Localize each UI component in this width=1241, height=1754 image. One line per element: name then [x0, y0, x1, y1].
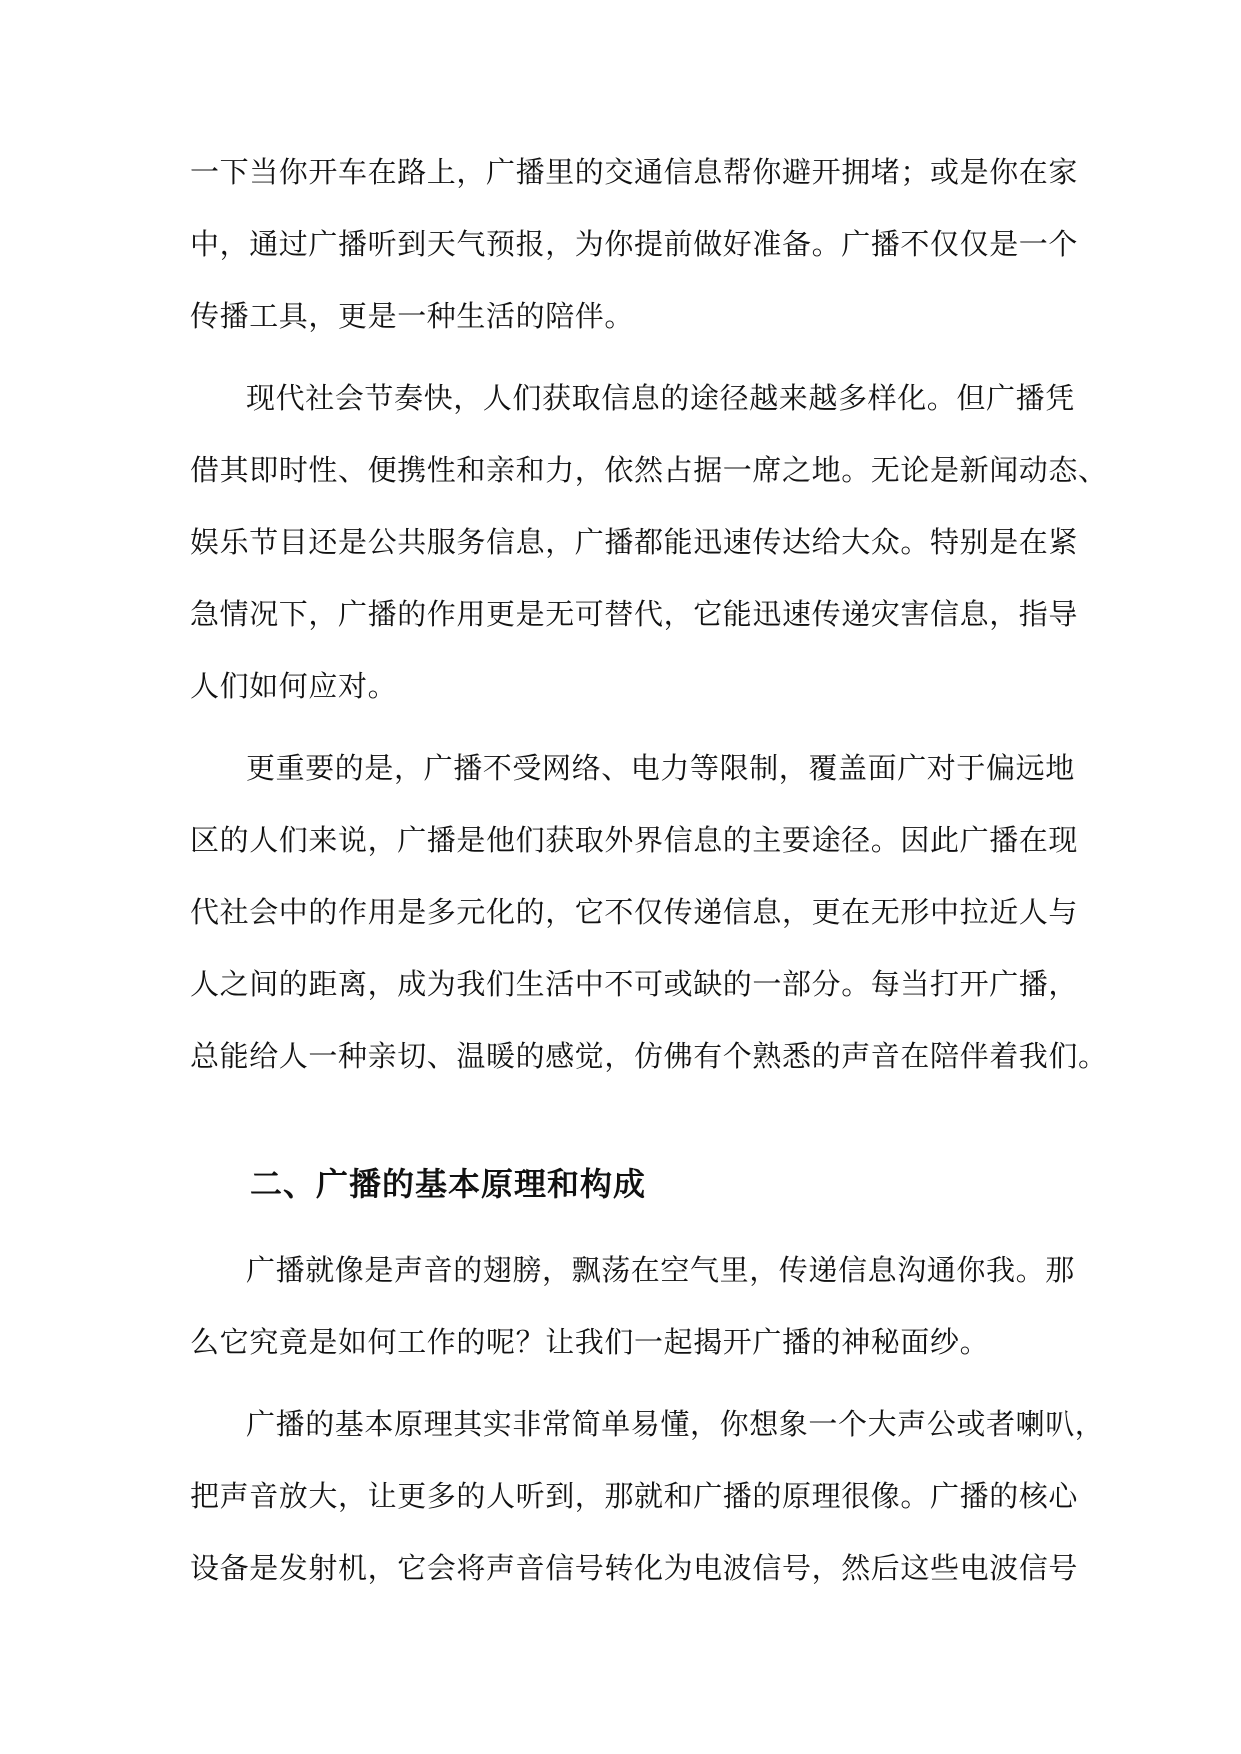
paragraph-3-line-1: 更重要的是，广播不受网络、电力等限制，覆盖面广对于偏远地: [246, 751, 1075, 785]
paragraph-1-line-2: 中，通过广播听到天气预报，为你提前做好准备。广播不仅仅是一个: [190, 227, 1079, 261]
paragraph-2-line-4: 急情况下，广播的作用更是无可替代，它能迅速传递灾害信息，指导: [190, 597, 1079, 631]
paragraph-3-line-4: 人之间的距离，成为我们生活中不可或缺的一部分。每当打开广播，: [190, 967, 1079, 1001]
paragraph-4-line-1: 广播就像是声音的翅膀，飘荡在空气里，传递信息沟通你我。那: [246, 1253, 1075, 1287]
section-heading: 二、广播的基本原理和构成: [250, 1165, 647, 1203]
paragraph-1-line-3: 传播工具，更是一种生活的陪伴。: [190, 299, 635, 333]
paragraph-2-line-2: 借其即时性、便携性和亲和力，依然占据一席之地。无论是新闻动态、: [190, 453, 1108, 487]
paragraph-3-line-3: 代社会中的作用是多元化的，它不仅传递信息，更在无形中拉近人与: [190, 895, 1079, 929]
paragraph-5-line-3: 设备是发射机，它会将声音信号转化为电波信号，然后这些电波信号: [190, 1551, 1079, 1585]
paragraph-3-line-5: 总能给人一种亲切、温暖的感觉，仿佛有个熟悉的声音在陪伴着我们。: [190, 1039, 1108, 1073]
paragraph-2-line-1: 现代社会节奏快，人们获取信息的途径越来越多样化。但广播凭: [246, 381, 1075, 415]
paragraph-5-line-1: 广播的基本原理其实非常简单易懂，你想象一个大声公或者喇叭，: [246, 1407, 1105, 1441]
paragraph-5-line-2: 把声音放大，让更多的人听到，那就和广播的原理很像。广播的核心: [190, 1479, 1079, 1513]
paragraph-2-line-3: 娱乐节目还是公共服务信息，广播都能迅速传达给大众。特别是在紧: [190, 525, 1079, 559]
paragraph-1-line-1: 一下当你开车在路上，广播里的交通信息帮你避开拥堵；或是你在家: [190, 155, 1079, 189]
paragraph-2-line-5: 人们如何应对。: [190, 669, 398, 703]
paragraph-4-line-2: 么它究竟是如何工作的呢？让我们一起揭开广播的神秘面纱。: [190, 1325, 990, 1359]
paragraph-3-line-2: 区的人们来说，广播是他们获取外界信息的主要途径。因此广播在现: [190, 823, 1079, 857]
